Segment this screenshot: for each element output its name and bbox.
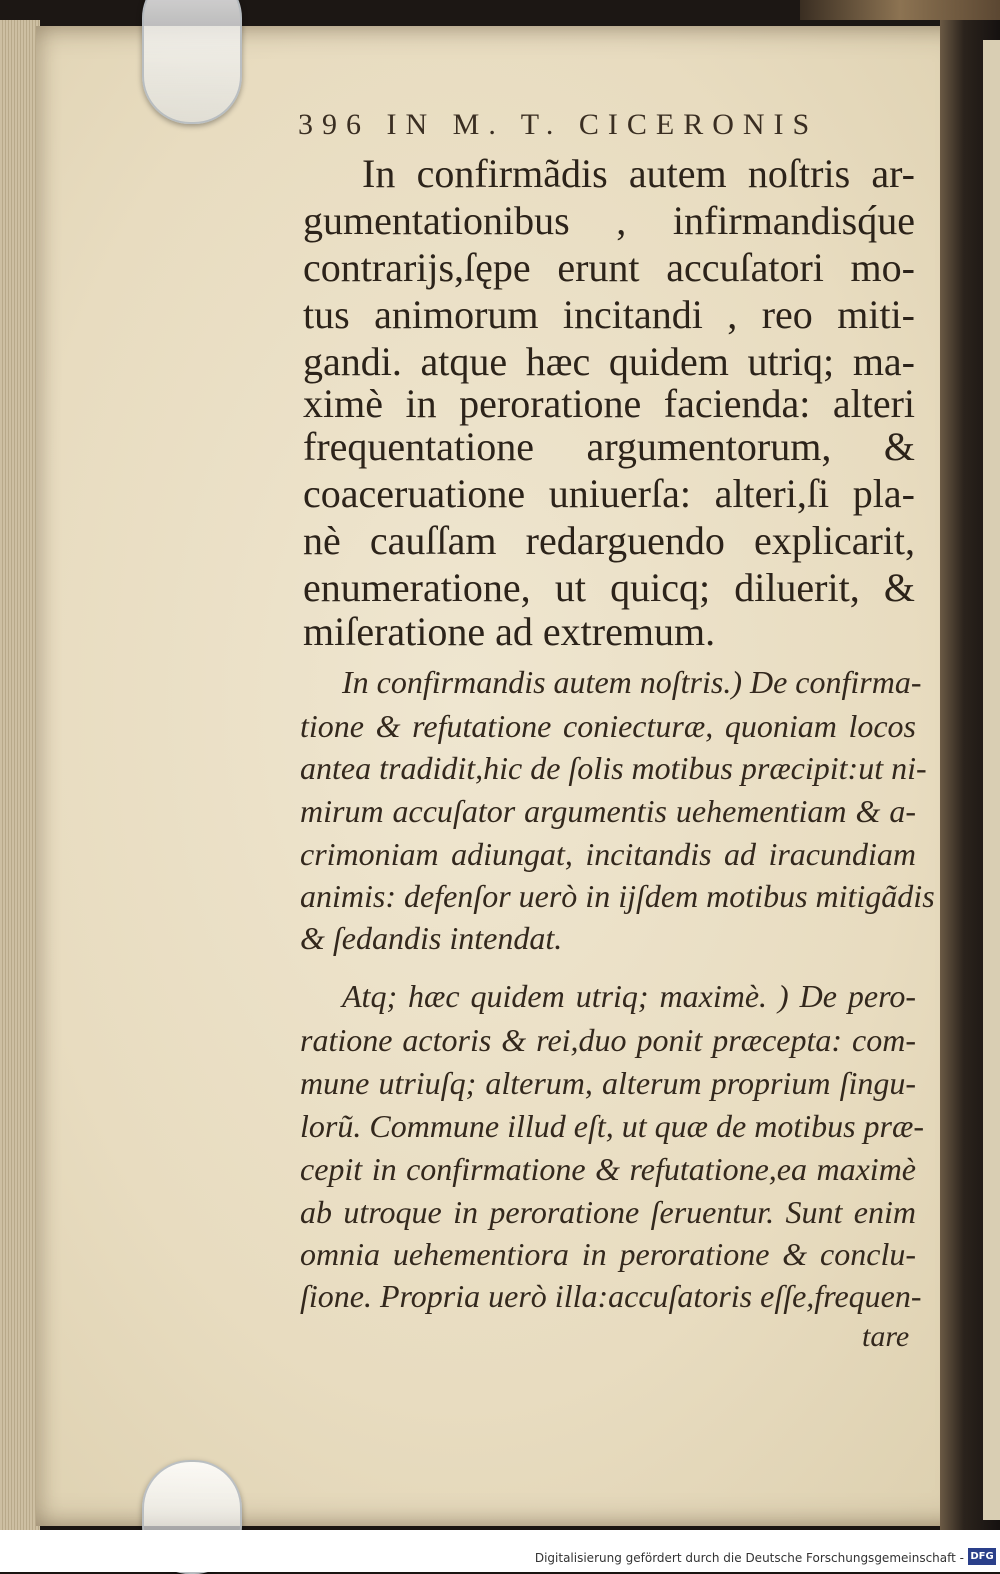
commentary-line: antea tradidit,hic de ſolis motibus præcipit:ut ni-	[300, 750, 927, 786]
commentary-line: mirum accuſator argumentis uehementiam & a-	[300, 793, 916, 829]
main-text-line: enumeratione, ut quicq; diluerit, &	[303, 565, 915, 610]
commentary-line: cepit in confirmatione & refutatione,ea maximè	[300, 1151, 916, 1187]
main-text-line: contrariјs,ſępe erunt accuſatori mo-	[303, 245, 915, 290]
main-text-line: gumentationibus , infirmandisq́ue	[303, 198, 915, 243]
commentary-line: animis: defenſor uerò in ijſdem motibus mitigãdis	[300, 878, 935, 914]
dfg-logo: DFG	[968, 1548, 996, 1565]
dfg-credit: Digitalisierung gefördert durch die Deutsche Forschungsgemeinschaft -	[534, 1551, 964, 1565]
book-page-edges	[0, 20, 40, 1530]
commentary-line: Atq; hæc quidem utriq; maximè. ) De pero-	[342, 978, 916, 1014]
page-clip-top	[142, 0, 242, 124]
commentary-line: mune utriuſq; alterum, alterum proprium ſingu-	[300, 1065, 916, 1101]
commentary-line: tione & refutatione coniecturæ, quoniam locos	[300, 708, 916, 744]
commentary-line: ab utroque in peroratione ſeruentur. Sunt enim	[300, 1194, 916, 1230]
running-head: 396 IN M. T. CICERONIS	[298, 108, 819, 141]
commentary-line: ratione actoris & rei,duo ponit præcepta: com-	[300, 1022, 916, 1058]
main-text-line: gandi. atque hæc quidem utriq; ma-	[303, 339, 915, 384]
main-text-line: coaceruatione uniuerſa: alteri,ſi pla-	[303, 471, 915, 516]
commentary-line: omnia uehementiora in peroratione & conclu-	[300, 1236, 916, 1272]
main-text-line: miſeratione ad extremum.	[303, 609, 716, 654]
facing-page-edge	[800, 0, 1000, 20]
main-text-line: frequentatione argumentorum, &	[303, 424, 915, 469]
main-text-line: tus animorum incitandi , reo miti-	[303, 292, 915, 337]
catchword: tare	[862, 1320, 910, 1353]
facing-page-strip	[983, 40, 1000, 1520]
main-text-line: nè cauſſam redarguendo explicarit,	[303, 518, 915, 563]
commentary-line: & ſedandis intendat.	[300, 920, 563, 956]
commentary-line: lorũ. Commune illud eſt, ut quæ de motibus præ-	[300, 1108, 924, 1144]
commentary-line: crimoniam adiungat, incitandis ad iracundiam	[300, 836, 916, 872]
commentary-line: In confirmandis autem noſtris.) De confirma-	[342, 664, 922, 700]
main-text-line: In confirmãdis autem noſtris ar-	[362, 151, 915, 196]
commentary-line: ſione. Propria uerò illa:accuſatoris eſſe,frequen-	[300, 1278, 922, 1314]
main-text-line: ximè in peroratione facienda: alteri	[303, 381, 915, 426]
